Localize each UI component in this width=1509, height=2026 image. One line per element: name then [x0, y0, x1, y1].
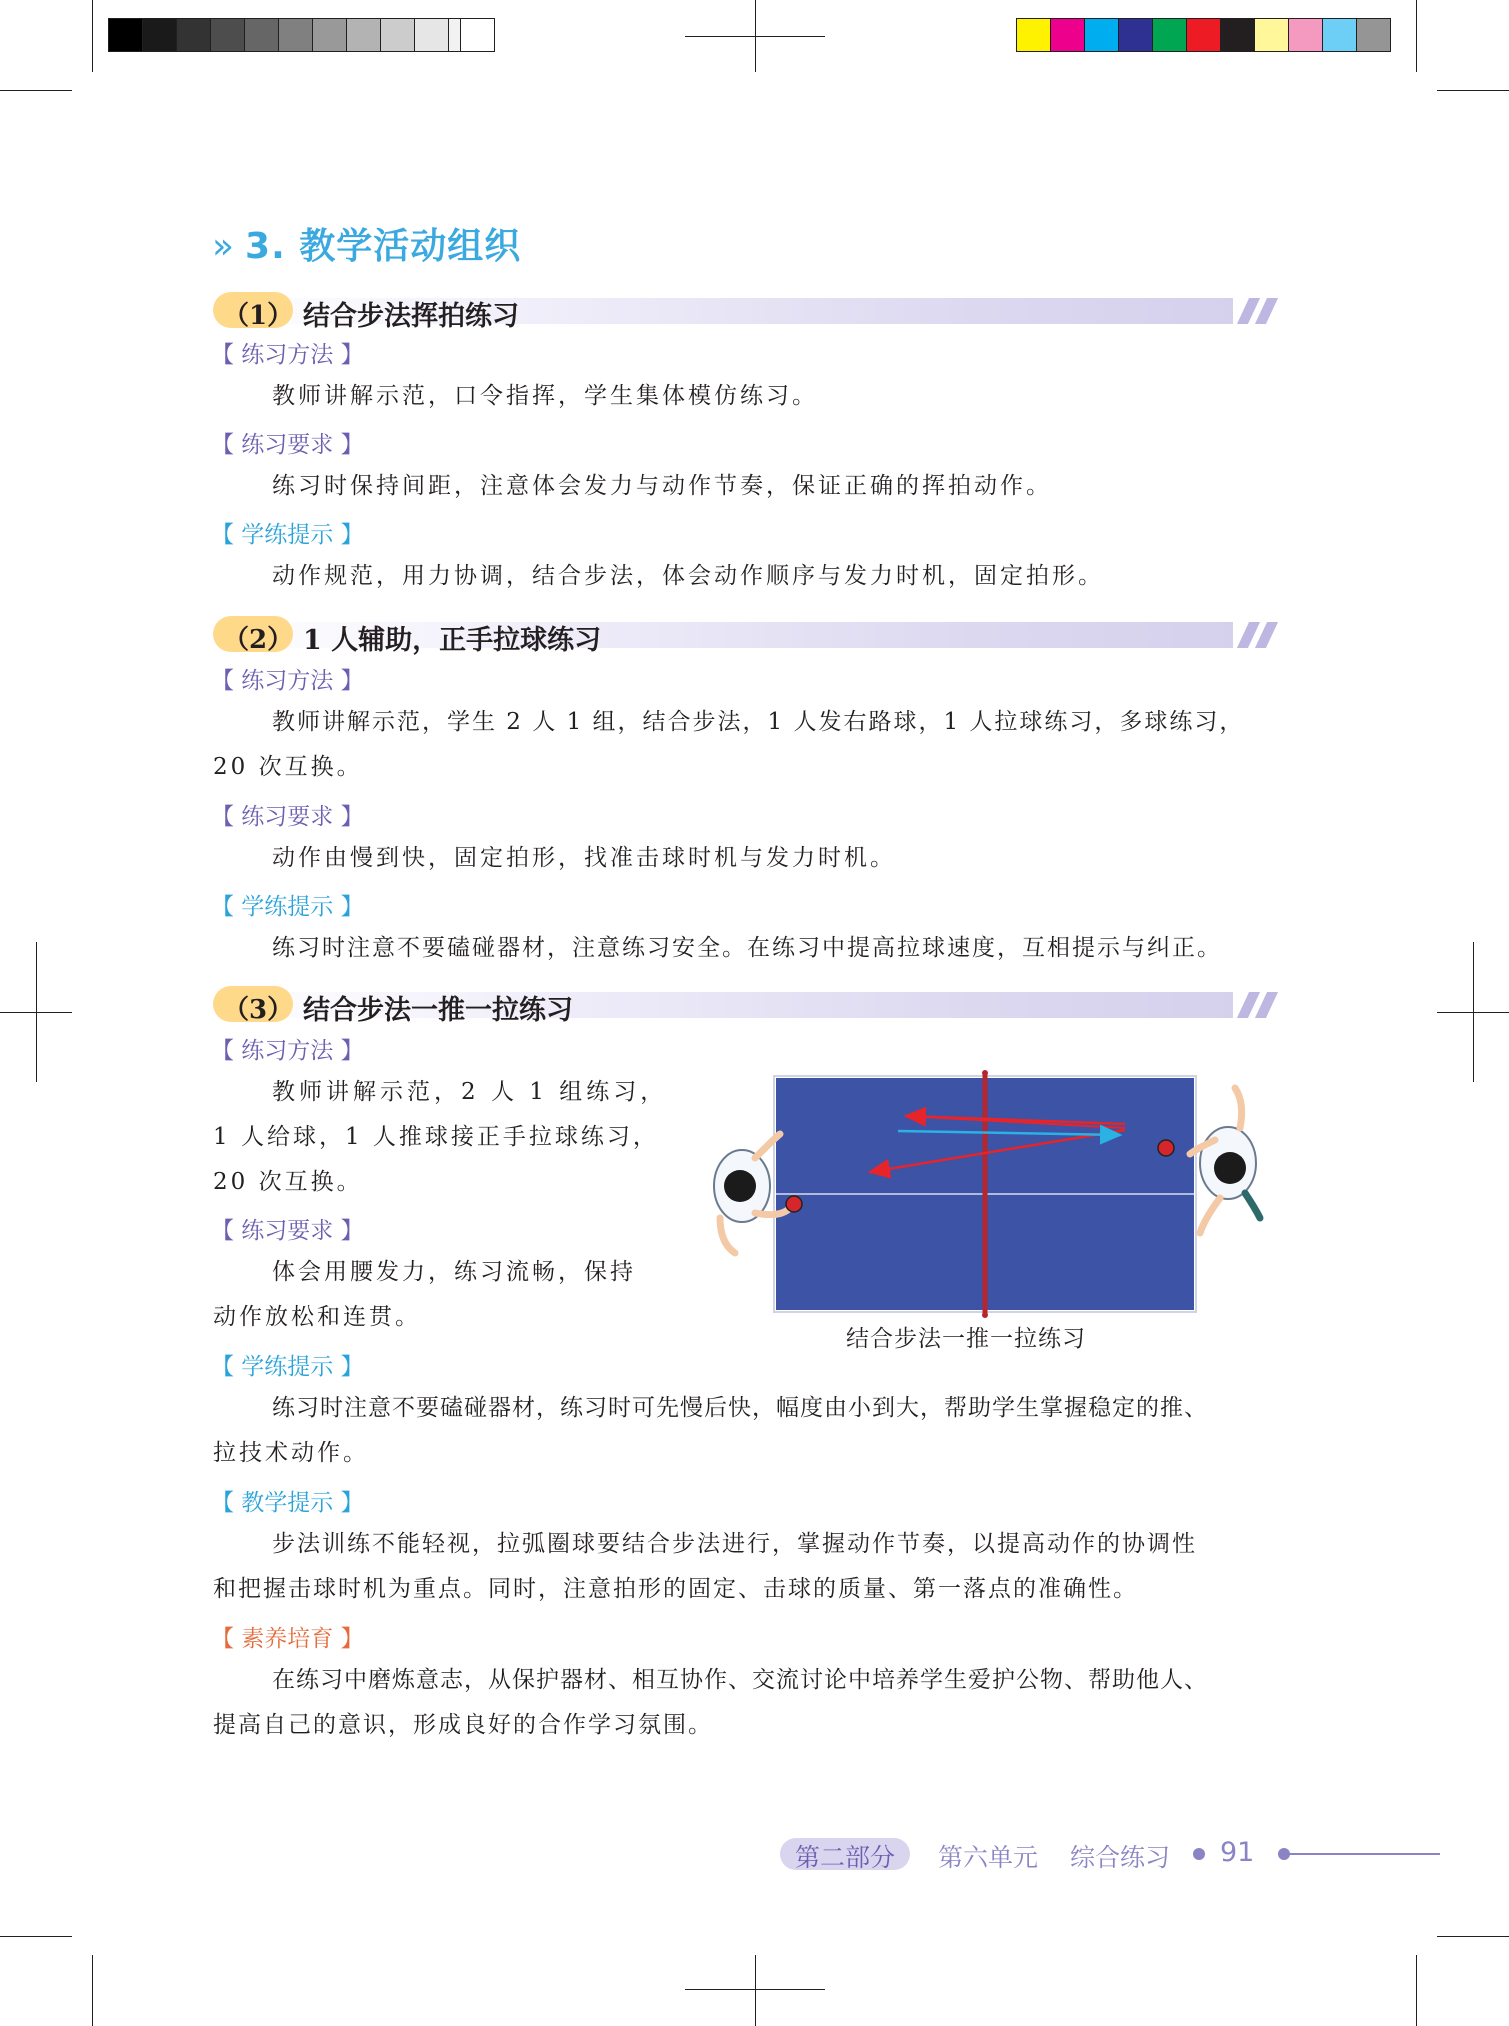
body-text: 练习时注意不要磕碰器材，练习时可先慢后快，幅度由小到大，帮助学生掌握稳定的推、: [272, 1395, 1208, 1421]
label-practice-method: 【 练习方法 】: [211, 1038, 364, 1064]
body-text: 体会用腰发力，练习流畅，保持: [272, 1259, 636, 1285]
table-tennis-figure: [700, 1068, 1270, 1328]
subsection-title: 结合步法一推一拉练习: [303, 995, 573, 1026]
body-text: 20 次互换。: [213, 1169, 363, 1195]
body-text: 在练习中磨炼意志，从保护器材、相互协作、交流讨论中培养学生爱护公物、帮助他人、: [272, 1667, 1208, 1693]
label-literacy-cultivation: 【 素养培育 】: [211, 1626, 364, 1652]
body-text: 拉技术动作。: [213, 1440, 369, 1466]
paddle: [786, 1196, 802, 1212]
label-learning-tips: 【 学练提示 】: [211, 1354, 364, 1380]
label-practice-requirement: 【 练习要求 】: [211, 804, 364, 830]
subsection-title: 结合步法挥拍练习: [303, 301, 519, 332]
body-text: 步法训练不能轻视，拉弧圈球要结合步法进行，掌握动作节奏，以提高动作的协调性: [272, 1531, 1197, 1557]
page-number: 91: [1220, 1837, 1255, 1868]
body-text: 提高自己的意识，形成良好的合作学习氛围。: [213, 1712, 713, 1738]
body-text: 1 人给球，1 人推球接正手拉球练习，: [213, 1124, 659, 1150]
table-diagram: [700, 1068, 1270, 1328]
subsection-title: 1 人辅助，正手拉球练习: [303, 625, 602, 656]
label-practice-method: 【 练习方法 】: [211, 342, 364, 368]
label-learning-tips: 【 学练提示 】: [211, 894, 364, 920]
body-text: 动作放松和连贯。: [213, 1304, 421, 1330]
body-text: 动作由慢到快，固定拍形，找准击球时机与发力时机。: [272, 845, 896, 871]
body-text: 20 次互换。: [213, 754, 363, 780]
label-learning-tips: 【 学练提示 】: [211, 522, 364, 548]
section-marker: »: [212, 226, 236, 267]
body-text: 教师讲解示范，2 人 1 组练习，: [272, 1079, 668, 1105]
body-text: 练习时注意不要磕碰器材，注意练习安全。在练习中提高拉球速度，互相提示与纠正。: [272, 935, 1222, 961]
subsection-number: （3）: [223, 995, 294, 1025]
subsection-header-1: [213, 292, 1283, 332]
figure-caption: 结合步法一推一拉练习: [846, 1326, 1086, 1352]
section-title: [212, 218, 521, 269]
body-text: 和把握击球时机为重点。同时，注意拍形的固定、击球的质量、第一落点的准确性。: [213, 1576, 1138, 1602]
subsection-number: （2）: [223, 625, 294, 655]
subsection-header-3: [213, 986, 1283, 1026]
label-practice-method: 【 练习方法 】: [211, 668, 364, 694]
footer-unit: 第六单元: [938, 1843, 1039, 1872]
label-practice-requirement: 【 练习要求 】: [211, 432, 364, 458]
footer-part: 第二部分: [795, 1843, 896, 1872]
body-text: 教师讲解示范，学生 2 人 1 组，结合步法，1 人发右路球，1 人拉球练习，多球练习，: [272, 709, 1245, 735]
footer-section: 综合练习: [1070, 1843, 1171, 1872]
body-text: 动作规范，用力协调，结合步法，体会动作顺序与发力时机，固定拍形。: [272, 563, 1104, 589]
subsection-header-2: [213, 616, 1283, 656]
label-teaching-tips: 【 教学提示 】: [211, 1490, 364, 1516]
subsection-number: （1）: [223, 301, 294, 331]
footer-rule: [1285, 1853, 1440, 1855]
footer-dot: [1193, 1848, 1205, 1860]
body-text: 练习时保持间距，注意体会发力与动作节奏，保证正确的挥拍动作。: [272, 473, 1052, 499]
paddle: [1158, 1140, 1174, 1156]
label-practice-requirement: 【 练习要求 】: [211, 1218, 364, 1244]
section-title-text: 3. 教学活动组织: [245, 226, 522, 267]
body-text: 教师讲解示范，口令指挥，学生集体模仿练习。: [272, 383, 818, 409]
